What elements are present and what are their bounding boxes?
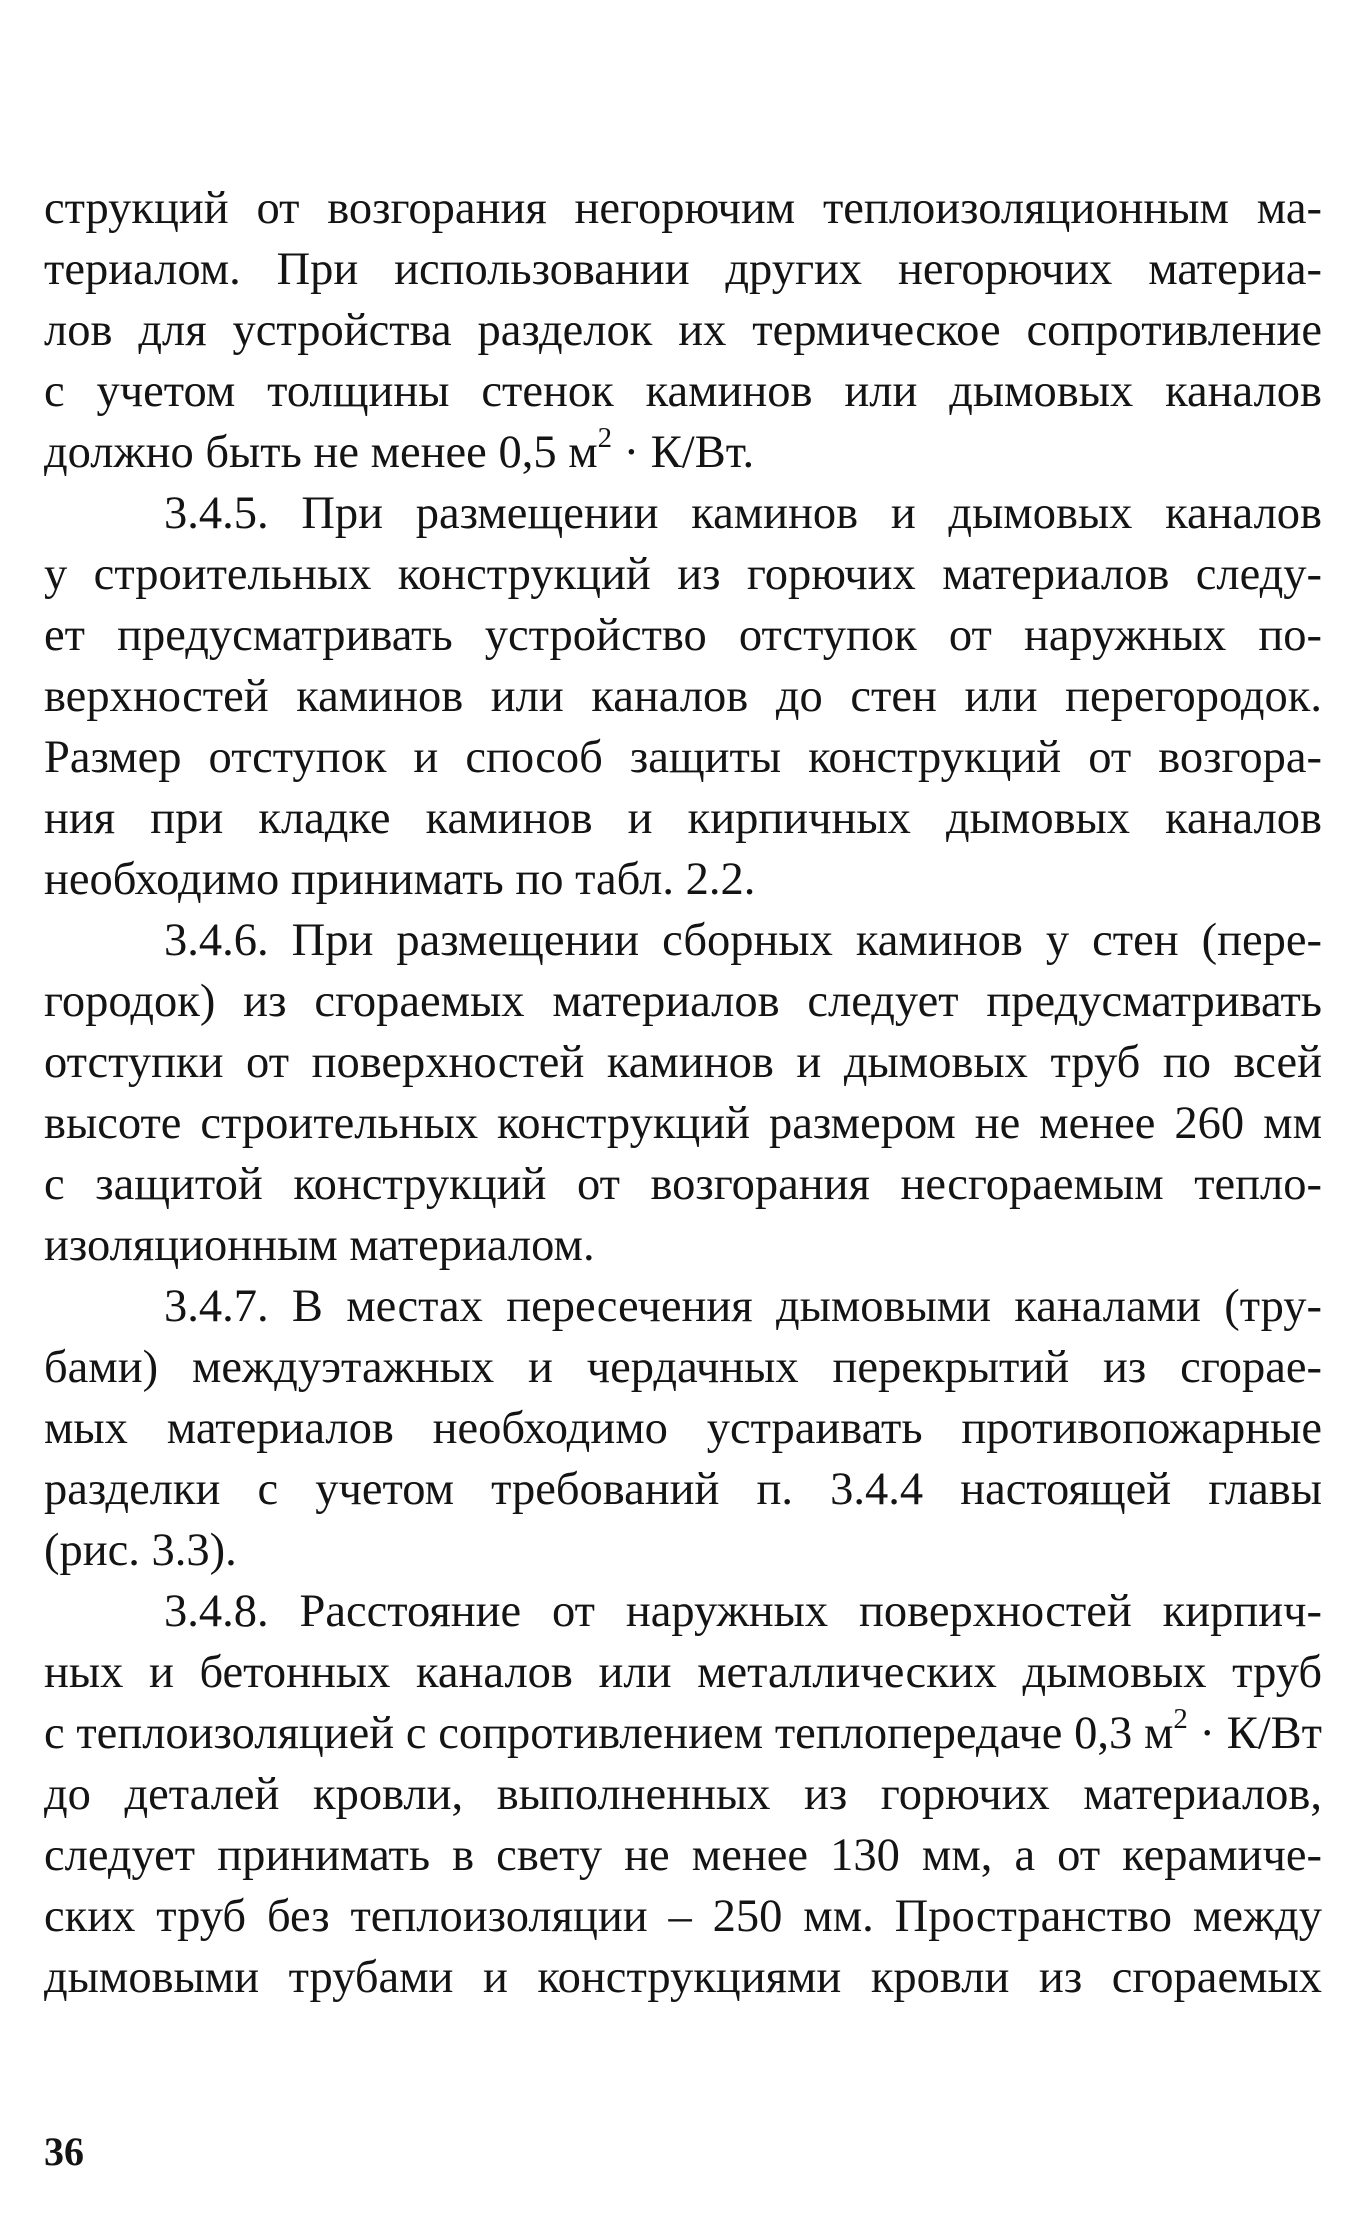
text-line: ет предусматривать устройство отступок от наружных по- <box>44 610 1322 661</box>
text-line: 3.4.5. При размещении каминов и дымовых каналов <box>164 488 1322 539</box>
paragraph-continuation <box>44 178 1322 483</box>
text-fragment: · К/Вт. <box>612 427 755 478</box>
text-line: ных и бетонных каналов или металлических дымовых труб <box>44 1647 1322 1698</box>
text-line: высоте строительных конструкций размером не менее 260 мм <box>44 1098 1322 1149</box>
text-fragment: должно быть не менее 0,5 м <box>44 427 598 478</box>
text-line: мых материалов необходимо устраивать противопожарные <box>44 1403 1322 1454</box>
text-line: отступки от поверхностей каминов и дымовых труб по всей <box>44 1037 1322 1088</box>
paragraph-3-4-8 <box>44 1581 1322 2008</box>
text-line: изоляционным материалом. <box>44 1220 595 1271</box>
text-line: ния при кладке каминов и кирпичных дымовых каналов <box>44 793 1322 844</box>
text-line <box>44 422 1322 483</box>
paragraph-3-4-7 <box>44 1276 1322 1581</box>
text-line <box>44 1703 1322 1764</box>
text-line: ских труб без теплоизоляции – 250 мм. Пространство между <box>44 1891 1322 1942</box>
text-line: городок) из сгораемых материалов следует предусматривать <box>44 976 1322 1027</box>
text-line: верхностей каминов или каналов до стен или перегородок. <box>44 671 1322 722</box>
text-line: 3.4.6. При размещении сборных каминов у стен (пере- <box>164 915 1322 966</box>
text-fragment: · К/Вт <box>1187 1708 1322 1759</box>
text-line: бами) междуэтажных и чердачных перекрытий из сгорае- <box>44 1342 1322 1393</box>
text-line: Размер отступок и способ защиты конструкций от возгора- <box>44 732 1322 783</box>
text-line: 3.4.8. Расстояние от наружных поверхностей кирпич- <box>164 1586 1322 1637</box>
superscript: 2 <box>1173 1703 1188 1735</box>
text-line: следует принимать в свету не менее 130 мм, а от керамиче- <box>44 1830 1322 1881</box>
text-line: у строительных конструкций из горючих материалов следу- <box>44 549 1322 600</box>
text-line: 3.4.7. В местах пересечения дымовыми каналами (тру- <box>164 1281 1322 1332</box>
text-line: с учетом толщины стенок каминов или дымовых каналов <box>44 366 1322 417</box>
page-number: 36 <box>44 2129 84 2174</box>
paragraph-3-4-5 <box>44 483 1322 910</box>
text-line: разделки с учетом требований п. 3.4.4 настоящей главы <box>44 1464 1322 1515</box>
text-line: териалом. При использовании других негорючих материа- <box>44 244 1322 295</box>
text-line: с защитой конструкций от возгорания несгораемым тепло- <box>44 1159 1322 1210</box>
text-line: лов для устройства разделок их термическое сопротивление <box>44 305 1322 356</box>
superscript: 2 <box>597 422 613 454</box>
paragraph-3-4-6 <box>44 910 1322 1276</box>
text-line: струкций от возгорания негорючим теплоизоляционным ма- <box>44 183 1322 234</box>
text-line: необходимо принимать по табл. 2.2. <box>44 854 756 905</box>
text-line: (рис. 3.3). <box>44 1525 237 1576</box>
text-fragment: с теплоизоляцией с сопротивлением теплопередаче 0,3 м <box>44 1708 1174 1759</box>
text-line: дымовыми трубами и конструкциями кровли из сгораемых <box>44 1952 1322 2003</box>
page-body <box>44 178 1322 2008</box>
text-line: до деталей кровли, выполненных из горючих материалов, <box>44 1769 1322 1820</box>
